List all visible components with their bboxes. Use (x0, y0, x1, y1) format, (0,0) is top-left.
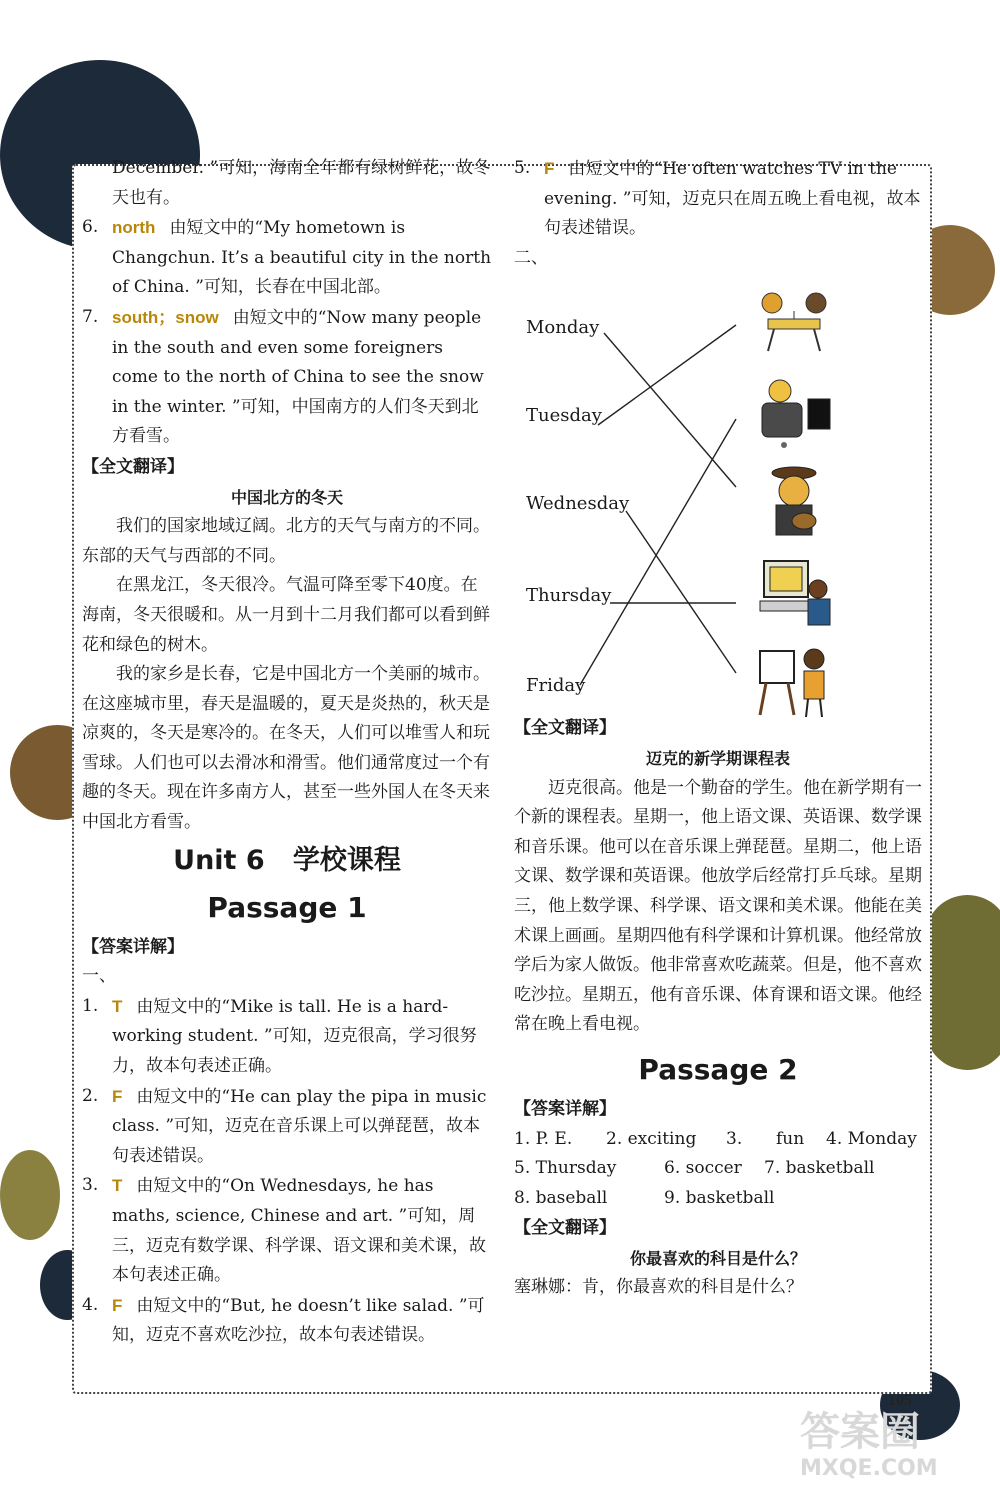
item-number: 3. (82, 1175, 99, 1196)
answers-row-3 (514, 1184, 922, 1214)
answer-entry: 3. (726, 1128, 743, 1149)
section-one-label: 一、 (82, 966, 116, 987)
match-line-monday (604, 333, 736, 487)
answer-item-6 (82, 213, 492, 303)
answer-word: north (112, 218, 156, 238)
left-column (82, 154, 492, 1351)
item-body (544, 154, 922, 244)
watermark-url: MXQE.COM (800, 1456, 938, 1481)
answer-item-5 (514, 154, 922, 244)
answer-continuation: December. ”可知，海南全年都有绿树鲜花，故冬天也有。 (112, 158, 491, 208)
translation-paragraph-2: 在黑龙江，冬天很冷。气温可降至零下40度。在海南，冬天很暖和。从一月到十二月我们都可以看到鲜花和绿色的树木。 (82, 575, 490, 655)
translation-title: 中国北方的冬天 (230, 487, 343, 507)
day-monday: Monday (526, 317, 600, 339)
answer-item-1 (82, 992, 492, 1082)
right-column (514, 154, 922, 1303)
tv-icon (754, 375, 834, 453)
answers-row-1 (514, 1125, 922, 1155)
item-number: 4. (82, 1294, 99, 1315)
page-number: 105 (888, 1392, 912, 1409)
day-tuesday: Tuesday (526, 405, 602, 427)
ping-pong-icon (754, 285, 834, 363)
answer-explanation: 由短文中的“Now many people in the south and even some foreigners come to the north of China to see the snow in the winter. ”可知，中国南方的人们冬天到北方看雪。 (112, 307, 484, 447)
item-number: 5. (514, 158, 531, 178)
answer-entry: 9. basketball (664, 1187, 775, 1208)
answer-entry: 7. basketball (764, 1158, 875, 1179)
answer-item-7 (82, 303, 492, 452)
item-body (112, 1171, 492, 1290)
item-body (112, 303, 492, 452)
answer-entry: 2. exciting (606, 1128, 697, 1149)
item-body (112, 1291, 492, 1351)
answer-word: F (544, 159, 555, 178)
answer-item-2 (82, 1082, 492, 1172)
dialog-line-1: 塞琳娜：肯，你最喜欢的科目是什么？ (514, 1277, 803, 1298)
item-body (112, 1082, 492, 1172)
answer-detail-tag: 【答案详解】 (82, 936, 184, 956)
answer-item-3 (82, 1171, 492, 1290)
answer-entry: 5. Thursday (514, 1158, 617, 1179)
item-number: 1. (82, 995, 99, 1016)
passage-heading: Passage 1 (207, 890, 367, 924)
item-body (112, 213, 492, 303)
answer-entry: 8. baseball (514, 1187, 608, 1208)
translation-tag: 【全文翻译】 (82, 456, 184, 476)
answer-explanation: 由短文中的“Mike is tall. He is a hard-working student. ”可知，迈克很高，学习很努力，故本句表述正确。 (112, 996, 477, 1077)
decor-circle-olive-left (0, 1150, 60, 1240)
answer-explanation: 由短文中的“He often watches TV in the evening. ”可知，迈克只在周五晚上看电视，故本句表述错误。 (544, 159, 921, 239)
answer-explanation: 由短文中的“But, he doesn’t like salad. ”可知，迈克不喜欢吃沙拉，故本句表述错误。 (112, 1295, 485, 1346)
answers-row-2 (514, 1154, 922, 1184)
item-number: 6. (82, 217, 99, 238)
answer-detail-tag: 【答案详解】 (514, 1098, 616, 1118)
translation-tag-2: 【全文翻译】 (514, 1218, 616, 1238)
day-wednesday: Wednesday (526, 493, 630, 515)
day-thursday: Thursday (526, 585, 612, 607)
passage-heading: Passage 2 (638, 1052, 798, 1086)
answer-word: F (112, 1295, 123, 1315)
section-two-label: 二、 (514, 247, 548, 268)
easel-icon (754, 643, 834, 721)
answer-explanation: 由短文中的“My hometown is Changchun. It’s a beautiful city in the north of China. ”可知，长春在中国北部。 (112, 218, 492, 298)
computer-icon (754, 555, 834, 633)
translation-title-2: 你最喜欢的科目是什么？ (629, 1248, 806, 1268)
answer-entry: 6. soccer (664, 1158, 742, 1179)
translation-paragraph: 迈克很高。他是一个勤奋的学生。他在新学期有一个新的课程表。星期一，他上语文课、英语课、数学课和音乐课。他可以在音乐课上弹琵琶。星期二，他上语文课、数学课和英语课。他放学后经常打乒乓球。星期三，他上数学课、科学课、语文课和美术课。他能在美术课上画画。星期四他有科学课和计算机课。他经常放学后为家人做饭。他非常喜欢吃蔬菜。但是，他不喜欢吃沙拉。星期五，他有音乐课、体育课和语文课。他经常在晚上看电视。 (514, 777, 922, 1035)
item-number: 7. (82, 306, 99, 327)
answer-word: T (112, 1176, 123, 1196)
matching-exercise (514, 273, 922, 713)
match-line-tuesday (598, 325, 736, 425)
item-number: 2. (82, 1085, 99, 1106)
answer-explanation: 由短文中的“He can play the pipa in music class. ”可知，迈克在音乐课上可以弹琵琶，故本句表述错误。 (112, 1086, 487, 1166)
translation-tag: 【全文翻译】 (514, 718, 616, 738)
day-friday: Friday (526, 675, 586, 697)
match-line-friday (580, 419, 736, 685)
translation-paragraph-1: 我们的国家地域辽阔。北方的天气与南方的不同。东部的天气与西部的不同。 (82, 516, 490, 566)
answer-item-4 (82, 1291, 492, 1351)
answer-entry: 4. Monday (826, 1128, 917, 1149)
decor-circle-olive-right (925, 895, 1000, 1070)
match-line-wednesday (626, 511, 736, 673)
translation-title: 迈克的新学期课程表 (645, 748, 790, 768)
unit-heading: Unit 6 学校课程 (173, 844, 401, 876)
answer-word: south；snow (112, 307, 219, 327)
guitar-icon (754, 463, 834, 541)
item-body (112, 992, 492, 1082)
answers-list (514, 1125, 922, 1214)
answer-word: T (112, 996, 123, 1016)
answer-explanation: 由短文中的“On Wednesdays, he has maths, science, Chinese and art. ”可知，周三，迈克有数学课、科学课、语文课和美术课，故本句表述正确。 (112, 1176, 486, 1286)
answer-entry: fun (776, 1128, 805, 1149)
answer-word: F (112, 1086, 123, 1106)
watermark-logo-text: 答案圈 (800, 1409, 920, 1455)
watermark (800, 1410, 990, 1495)
answer-entry: 1. P. E. (514, 1128, 573, 1149)
translation-paragraph-3: 我的家乡是长春，它是中国北方一个美丽的城市。在这座城市里，春天是温暖的，夏天是炎热的，秋天是凉爽的，冬天是寒冷的。在冬天，人们可以堆雪人和玩雪球。人们也可以去滑冰和滑雪。他们通常度过一个有趣的冬天。现在许多南方人，甚至一些外国人在冬天来中国北方看雪。 (82, 664, 490, 833)
content-frame (72, 158, 932, 1394)
